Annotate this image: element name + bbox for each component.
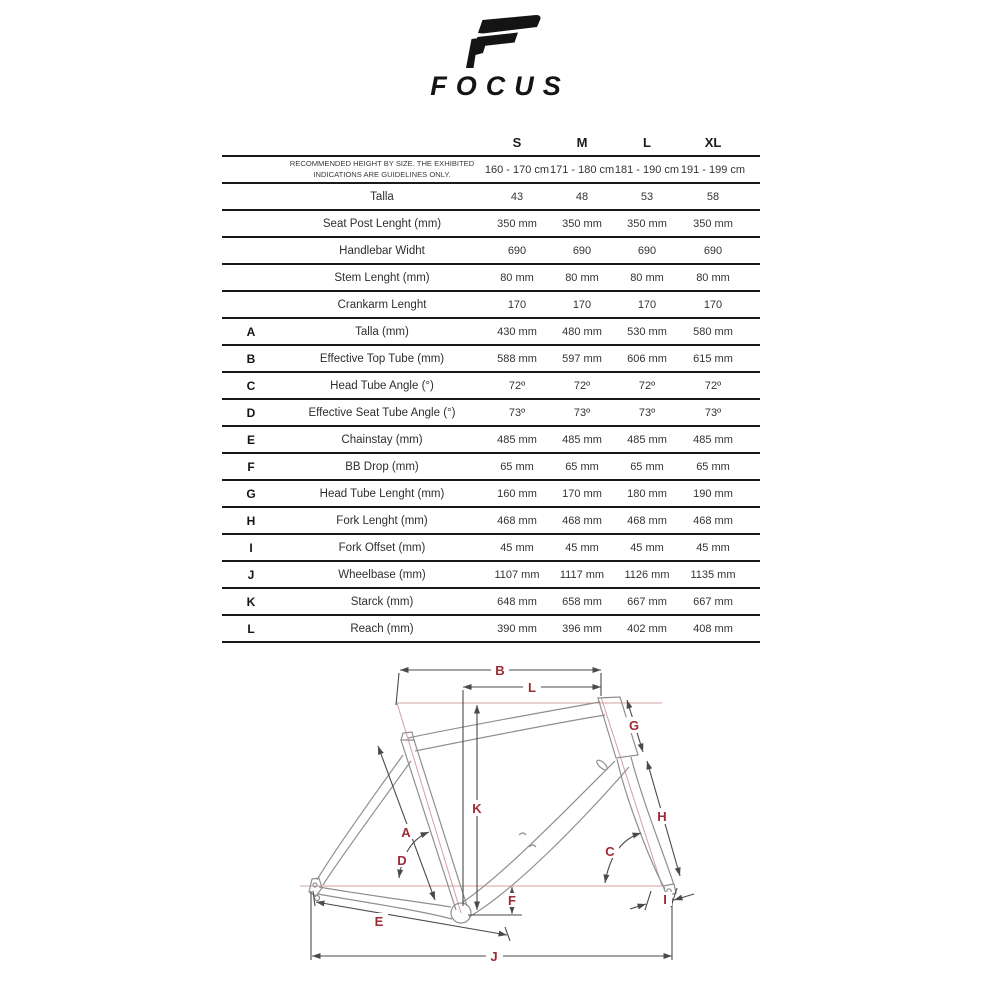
row-letter: B xyxy=(246,351,256,366)
row-letter: A xyxy=(246,324,256,339)
geometry-table xyxy=(222,129,760,643)
top-tube-upper xyxy=(408,702,600,738)
row-letter: G xyxy=(246,486,256,501)
size-column-s: S xyxy=(512,134,522,150)
dim-label-l: L xyxy=(528,680,536,695)
row-letter: F xyxy=(247,459,255,474)
cable-port xyxy=(595,759,608,772)
geometry-diagram xyxy=(270,648,730,988)
dim-label-i: I xyxy=(663,892,667,907)
row-value: 350 mm xyxy=(693,217,733,230)
row-value: 80 mm xyxy=(630,271,664,284)
row-value: 43 xyxy=(510,190,524,203)
row-label: Starck (mm) xyxy=(350,595,414,608)
row-value: 45 mm xyxy=(630,541,664,554)
row-value: 190 mm xyxy=(693,487,733,500)
row-value: 580 mm xyxy=(693,325,733,338)
top-tube-lower xyxy=(415,715,605,751)
table-body xyxy=(222,155,760,643)
row-value: 468 mm xyxy=(627,514,667,527)
table-row xyxy=(222,452,760,479)
row-value: 615 mm xyxy=(693,352,733,365)
row-value: 171 - 180 cm xyxy=(550,163,614,176)
row-label: Handlebar Widht xyxy=(339,244,425,257)
dim-label-c: C xyxy=(605,844,615,859)
down-tube-lower xyxy=(469,767,629,917)
row-value: 48 xyxy=(575,190,589,203)
dim-label-b: B xyxy=(495,663,505,678)
row-label: Seat Post Lenght (mm) xyxy=(322,217,442,230)
row-label: Crankarm Lenght xyxy=(337,298,427,311)
row-value: 45 mm xyxy=(696,541,730,554)
row-value: 65 mm xyxy=(630,460,664,473)
row-value: 72º xyxy=(573,379,591,392)
row-value: 350 mm xyxy=(562,217,602,230)
row-value: 597 mm xyxy=(562,352,602,365)
row-letter: I xyxy=(249,540,253,555)
row-value: 648 mm xyxy=(497,595,537,608)
row-label: Effective Top Tube (mm) xyxy=(319,352,445,365)
dim-label-h: H xyxy=(657,809,667,824)
row-value: 72º xyxy=(638,379,656,392)
table-row xyxy=(222,479,760,506)
row-value: 690 xyxy=(507,244,527,257)
table-row xyxy=(222,533,760,560)
table-row xyxy=(222,587,760,614)
bottle-boss xyxy=(519,833,526,835)
seat-stay-upper xyxy=(317,755,403,880)
row-value: 1117 mm xyxy=(559,568,605,581)
size-column-m: M xyxy=(576,134,588,150)
row-label: Reach (mm) xyxy=(350,622,414,635)
row-value: 468 mm xyxy=(693,514,733,527)
row-value: 468 mm xyxy=(497,514,537,527)
row-value: 45 mm xyxy=(500,541,534,554)
row-value: 73º xyxy=(573,406,591,419)
dimension-labels xyxy=(371,662,672,964)
size-column-l: L xyxy=(643,134,651,150)
brand-logo xyxy=(0,14,1000,102)
row-value: 480 mm xyxy=(562,325,602,338)
table-row xyxy=(222,614,760,641)
row-letter: C xyxy=(246,378,256,393)
row-value: 80 mm xyxy=(565,271,599,284)
row-label: Head Tube Angle (°) xyxy=(330,379,434,392)
row-value: 485 mm xyxy=(693,433,733,446)
dim-label-k: K xyxy=(472,801,482,816)
row-value: 170 xyxy=(637,298,657,311)
table-row xyxy=(222,425,760,452)
dim-line-a xyxy=(378,746,435,900)
row-value: 667 mm xyxy=(693,595,733,608)
row-value: 588 mm xyxy=(497,352,537,365)
row-value: 73º xyxy=(704,406,722,419)
dim-line-i-left xyxy=(630,904,646,909)
table-row xyxy=(222,371,760,398)
row-value: 73º xyxy=(508,406,526,419)
row-value: 80 mm xyxy=(500,271,534,284)
dim-label-j: J xyxy=(490,949,498,964)
row-value: 170 xyxy=(703,298,723,311)
row-value: 1126 mm xyxy=(624,568,670,581)
row-value: 45 mm xyxy=(565,541,599,554)
row-value: 485 mm xyxy=(627,433,667,446)
row-value: 402 mm xyxy=(627,622,667,635)
row-value: 170 xyxy=(507,298,527,311)
row-value: 73º xyxy=(638,406,656,419)
row-value: 53 xyxy=(640,190,654,203)
size-column-xl: XL xyxy=(704,134,722,150)
table-row xyxy=(222,263,760,290)
row-value: 485 mm xyxy=(497,433,537,446)
row-letter: H xyxy=(246,513,256,528)
row-value: 468 mm xyxy=(562,514,602,527)
row-value: 606 mm xyxy=(627,352,667,365)
table-row xyxy=(222,209,760,236)
dimension-lines xyxy=(311,670,694,960)
row-value: 690 xyxy=(703,244,723,257)
down-tube-upper xyxy=(463,761,615,902)
row-value: 430 mm xyxy=(497,325,537,338)
row-value: 658 mm xyxy=(562,595,602,608)
dim-label-a: A xyxy=(401,825,411,840)
row-value: 170 mm xyxy=(562,487,602,500)
row-value: 170 xyxy=(572,298,592,311)
dim-label-g: G xyxy=(628,718,640,733)
row-value: 690 xyxy=(572,244,592,257)
derailleur-hanger xyxy=(315,896,320,901)
row-letter: L xyxy=(247,621,255,636)
table-row xyxy=(222,182,760,209)
brand-name: FOCUS xyxy=(430,71,570,101)
row-value: 72º xyxy=(704,379,722,392)
row-value: 396 mm xyxy=(562,622,602,635)
dim-line-e xyxy=(316,902,507,935)
row-value: 160 mm xyxy=(497,487,537,500)
table-row xyxy=(222,236,760,263)
focus-f-icon xyxy=(458,14,542,70)
row-value: 80 mm xyxy=(696,271,730,284)
row-value: 65 mm xyxy=(565,460,599,473)
table-row xyxy=(222,344,760,371)
row-value: 1107 mm xyxy=(494,568,540,581)
table-row xyxy=(222,560,760,587)
seat-tube-axis-line xyxy=(397,703,461,913)
row-value: 485 mm xyxy=(562,433,602,446)
table-row xyxy=(222,506,760,533)
row-value: 65 mm xyxy=(500,460,534,473)
row-value: 191 - 199 cm xyxy=(680,163,746,176)
row-label: RECOMMENDED HEIGHT BY SIZE. THE EXHIBITED INDICATIONS ARE GUIDELINES ONLY. xyxy=(289,159,475,179)
table-row xyxy=(222,317,760,344)
row-value: 530 mm xyxy=(627,325,667,338)
dim-label-d: D xyxy=(397,853,407,868)
row-value: 72º xyxy=(508,379,526,392)
dim-line-i-right xyxy=(674,894,694,900)
table-row xyxy=(222,290,760,317)
row-value: 690 xyxy=(637,244,657,257)
row-value: 181 - 190 cm xyxy=(614,163,680,176)
row-value: 408 mm xyxy=(693,622,733,635)
row-label: Talla (mm) xyxy=(355,325,409,338)
row-letter: K xyxy=(246,594,256,609)
row-letter: D xyxy=(246,405,256,420)
row-value: 667 mm xyxy=(627,595,667,608)
row-value: 350 mm xyxy=(497,217,537,230)
row-label: Chainstay (mm) xyxy=(341,433,423,446)
row-label: Effective Seat Tube Angle (°) xyxy=(308,406,456,419)
row-value: 65 mm xyxy=(696,460,730,473)
size-header-row xyxy=(222,129,760,155)
row-label: Wheelbase (mm) xyxy=(338,568,426,581)
row-label: Fork Offset (mm) xyxy=(338,541,426,554)
row-label: Head Tube Lenght (mm) xyxy=(319,487,445,500)
row-value: 58 xyxy=(706,190,720,203)
rear-axle xyxy=(313,883,317,887)
row-label: Fork Lenght (mm) xyxy=(336,514,428,527)
row-letter: E xyxy=(246,432,255,447)
row-value: 160 - 170 cm xyxy=(484,163,550,176)
ext-line xyxy=(505,927,510,941)
dim-label-e: E xyxy=(374,914,384,929)
table-row xyxy=(222,398,760,425)
ext-line xyxy=(396,673,399,705)
row-letter: J xyxy=(247,567,255,582)
ext-line xyxy=(645,891,651,910)
row-label: BB Drop (mm) xyxy=(345,460,419,473)
row-value: 180 mm xyxy=(627,487,667,500)
bike-frame-outline xyxy=(309,697,676,923)
row-label: Talla xyxy=(370,190,394,203)
dim-label-f: F xyxy=(508,893,516,908)
row-value: 390 mm xyxy=(497,622,537,635)
row-value: 350 mm xyxy=(627,217,667,230)
seat-tube-right xyxy=(414,740,467,906)
row-value: 1135 mm xyxy=(690,568,736,581)
table-row xyxy=(222,155,760,182)
row-label: Stem Lenght (mm) xyxy=(334,271,430,284)
